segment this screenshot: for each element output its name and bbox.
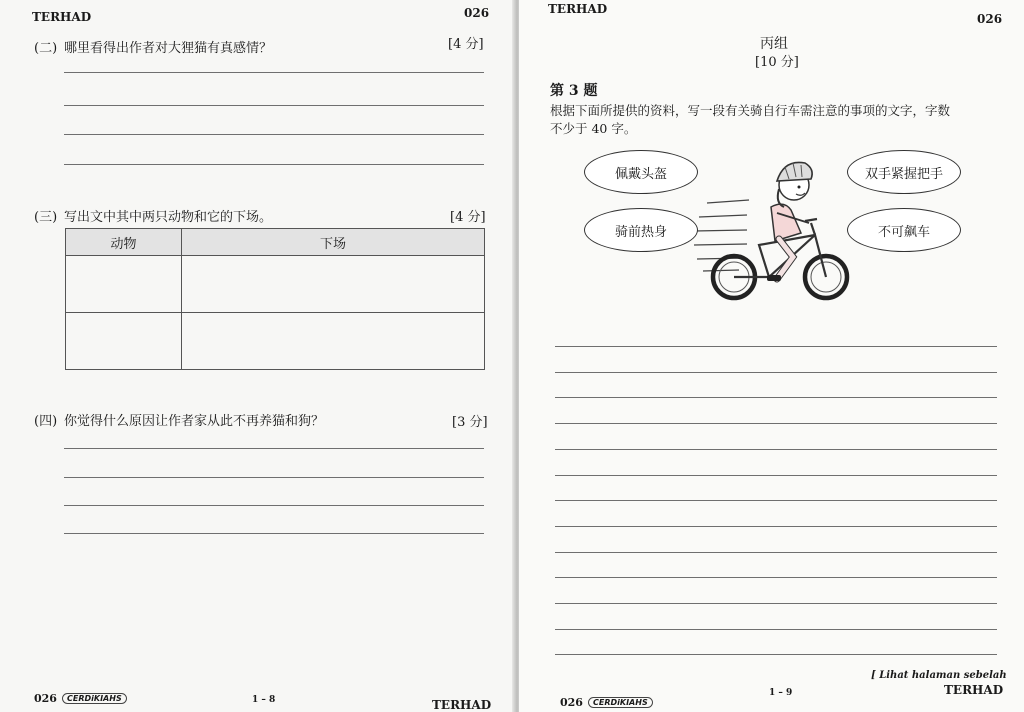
answer-line[interactable] <box>555 577 997 578</box>
answer-line[interactable] <box>555 603 997 604</box>
header-restricted-label: TERHAD <box>548 2 608 16</box>
answer-line[interactable] <box>64 72 484 73</box>
header-paper-code: 026 <box>464 6 490 20</box>
answer-line[interactable] <box>555 654 997 655</box>
bubble-text: 骑前热身 <box>614 224 667 240</box>
footer-paper-code: 026 <box>560 696 583 709</box>
bubble-text: 双手紧握把手 <box>864 166 943 182</box>
question-3-text: 写出文中其中两只动物和它的下场。 <box>64 210 273 225</box>
answer-line[interactable] <box>555 397 997 398</box>
section-marks: [10 分] <box>755 55 799 70</box>
footer-page-number: 1 – 8 <box>252 695 276 705</box>
answer-line[interactable] <box>64 164 484 165</box>
answer-line[interactable] <box>64 505 484 506</box>
question-title: 第 3 题 <box>550 83 598 99</box>
answer-line[interactable] <box>64 533 484 534</box>
answer-cell-animal-1[interactable] <box>66 256 182 313</box>
answer-line[interactable] <box>64 448 484 449</box>
table-header-fate: 下场 <box>182 229 485 256</box>
header-restricted-label: TERHAD <box>32 10 92 24</box>
footer-paper-code: 026 <box>34 692 57 705</box>
answer-line[interactable] <box>555 346 997 347</box>
footer-restricted-label: TERHAD <box>944 683 1004 697</box>
answer-cell-fate-1[interactable] <box>182 256 485 313</box>
answer-line[interactable] <box>64 105 484 106</box>
answer-cell-animal-2[interactable] <box>66 313 182 370</box>
bubble-grip-handlebars <box>847 150 961 194</box>
answer-line[interactable] <box>555 526 997 527</box>
answer-line[interactable] <box>64 477 484 478</box>
answer-cell-fate-2[interactable] <box>182 313 485 370</box>
question-2-marks: [4 分] <box>448 37 484 52</box>
footer-next-page-note: [ Lihat halaman sebelah <box>871 670 1007 681</box>
answer-line[interactable] <box>64 134 484 135</box>
answer-line[interactable] <box>555 629 997 630</box>
publisher-logo: CERDiKIAHS <box>588 697 653 708</box>
question-2-number: (二) <box>34 41 58 56</box>
bubble-wear-helmet <box>584 150 698 194</box>
question-4-marks: [3 分] <box>452 415 488 430</box>
bubble-text: 不可飙车 <box>877 224 930 240</box>
question-4-text: 你觉得什么原因让作者家从此不再养猫和狗？ <box>64 414 325 429</box>
instruction-line-2: 不少于 40 字。 <box>550 121 637 136</box>
answer-line[interactable] <box>555 423 997 424</box>
instruction-line-1: 根据下面所提供的资料，写一段有关骑自行车需注意的事项的文字，字数 <box>550 103 951 118</box>
bubble-text: 佩戴头盔 <box>614 166 667 182</box>
right-page <box>519 0 1024 712</box>
section-title: 丙组 <box>760 36 788 52</box>
bubble-no-racing <box>847 208 961 252</box>
answer-line[interactable] <box>555 475 997 476</box>
answer-line[interactable] <box>555 449 997 450</box>
footer-page-number: 1 – 9 <box>769 688 793 698</box>
question-4-number: (四) <box>34 414 58 429</box>
bubble-warm-up <box>584 208 698 252</box>
answer-line[interactable] <box>555 372 997 373</box>
animal-fate-table <box>65 228 485 370</box>
header-paper-code: 026 <box>977 12 1003 26</box>
question-3-marks: [4 分] <box>450 210 486 225</box>
table-header-animal: 动物 <box>66 229 182 256</box>
answer-line[interactable] <box>555 500 997 501</box>
footer-restricted-label: TERHAD <box>432 698 492 712</box>
question-3-number: (三) <box>34 210 58 225</box>
answer-line[interactable] <box>555 552 997 553</box>
question-2-text: 哪里看得出作者对大狸猫有真感情？ <box>64 41 273 56</box>
publisher-logo: CERDiKIAHS <box>62 693 127 704</box>
